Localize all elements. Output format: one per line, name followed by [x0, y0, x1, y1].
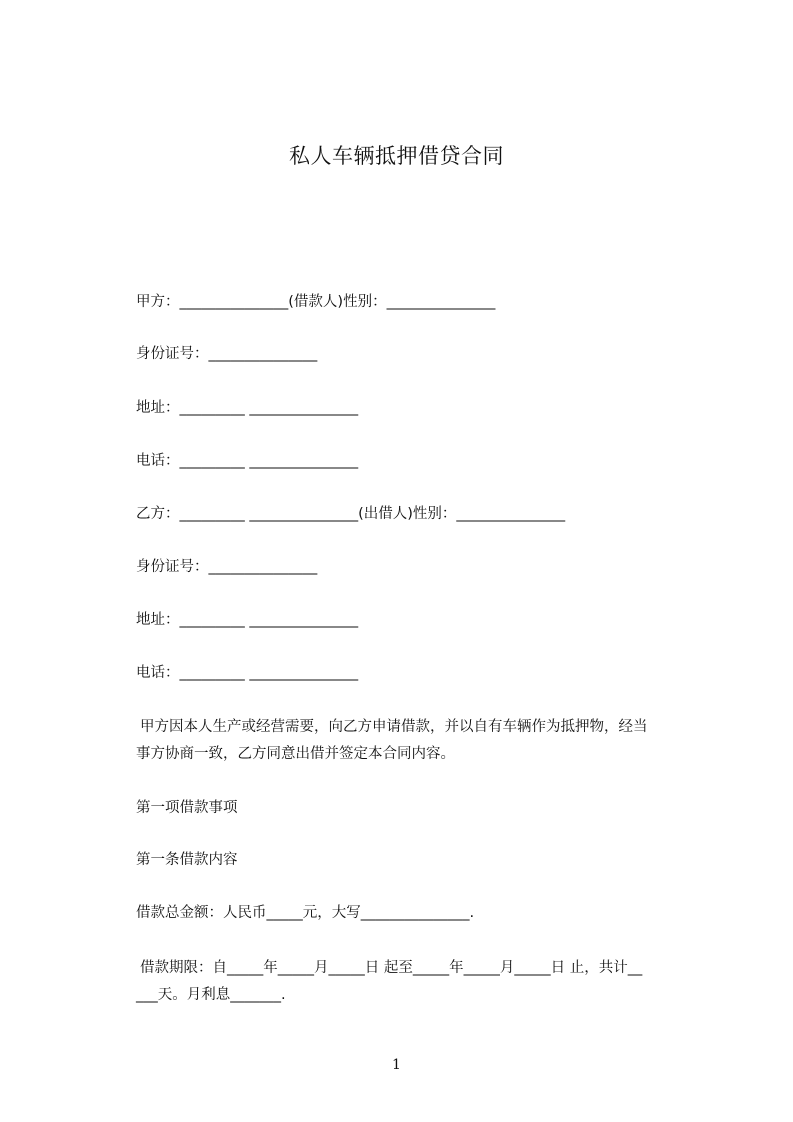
loan-term-line-1: 借款期限：自_____年_____月_____日 起至_____年_____月_____日 止，共计__ — [140, 960, 643, 976]
party-a-phone: 电话：_________ _______________ — [136, 453, 359, 469]
party-a-line: 甲方：_______________(借款人)性别：_______________ — [136, 294, 496, 310]
section-heading-loan-matters: 第一项借款事项 — [136, 800, 238, 816]
party-b-phone: 电话：_________ _______________ — [136, 665, 359, 681]
preamble-line-2: 事方协商一致，乙方同意出借并签定本合同内容。 — [136, 746, 455, 762]
party-b-line: 乙方：_________ _______________(出借人)性别：_______________ — [136, 506, 566, 522]
preamble-line-1 — [136, 716, 648, 738]
preamble-text-1: 甲方因本人生产或经营需要，向乙方申请借款，并以自有车辆作为抵押物，经当 — [140, 719, 648, 735]
party-b-id-number: 身份证号：_______________ — [136, 559, 318, 575]
loan-term-line-2: ___天。月利息_______. — [136, 987, 286, 1003]
party-a-address: 地址：_________ _______________ — [136, 400, 359, 416]
loan-amount-line: 借款总金额：人民币_____元，大写_______________. — [136, 905, 475, 921]
page-number: 1 — [392, 1057, 401, 1073]
article-heading-loan-content: 第一条借款内容 — [136, 852, 238, 868]
party-b-address: 地址：_________ _______________ — [136, 612, 359, 628]
party-a-id-number: 身份证号：_______________ — [136, 346, 318, 362]
document-title: 私人车辆抵押借贷合同 — [289, 144, 504, 168]
